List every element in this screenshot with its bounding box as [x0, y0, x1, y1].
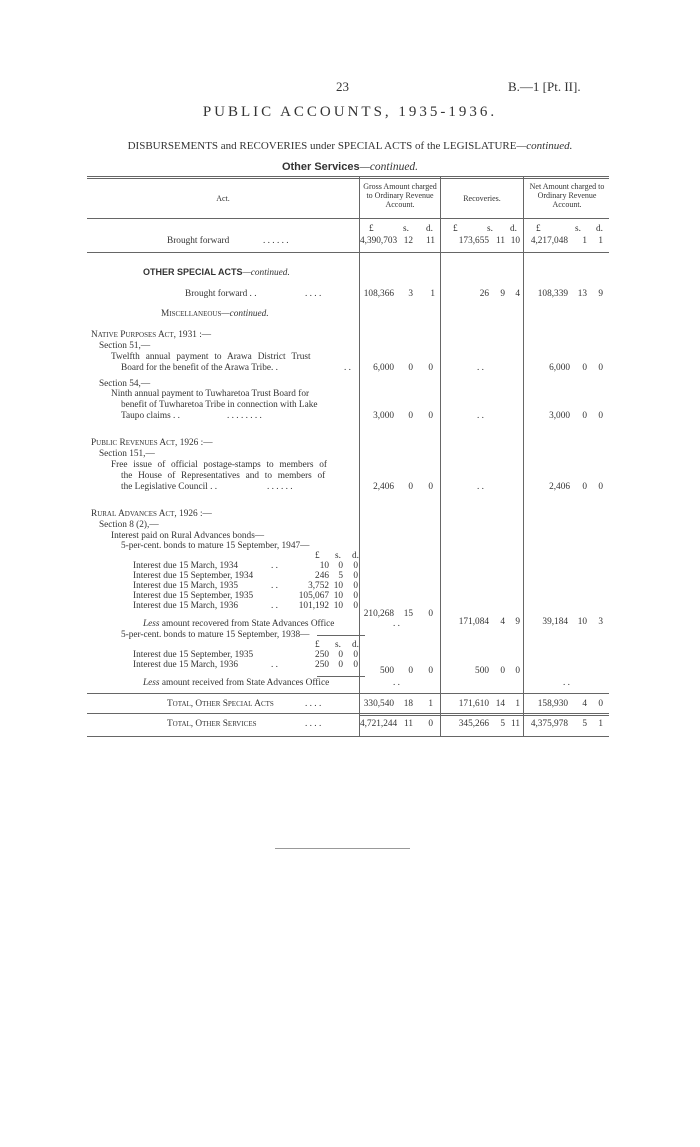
- currency-pound: £: [315, 551, 320, 561]
- amount-shillings: 4: [500, 617, 505, 627]
- amount-pence: 9: [515, 617, 520, 627]
- leader-dots: . .: [271, 561, 278, 571]
- amount-pence: 1: [515, 699, 520, 709]
- amount-pounds: 250: [315, 660, 329, 670]
- amount-pence: 11: [426, 236, 435, 246]
- amount-pounds: 500: [380, 666, 394, 676]
- item-description: 5-per-cent. bonds to mature 15 September, 1947—: [121, 541, 310, 551]
- interest-item-label: Interest due 15 March, 1936: [133, 660, 239, 670]
- amount-pence: 4: [515, 289, 520, 299]
- currency-pound: £: [453, 224, 458, 234]
- amount-pounds: 171,084: [458, 617, 489, 627]
- interest-item-label: Interest due 15 March, 1936: [133, 601, 239, 611]
- amount-pence: 0: [598, 363, 603, 373]
- amount-pounds: 3,000: [373, 411, 394, 421]
- total-special-acts-label: Total, Other Special Acts: [167, 699, 274, 709]
- amount-pence: 0: [598, 411, 603, 421]
- amount-pounds: 26: [479, 289, 489, 299]
- item-description: the House of Representatives and to members of: [121, 471, 326, 481]
- amount-shillings: 18: [403, 699, 413, 709]
- amount-shillings: 0: [582, 363, 587, 373]
- amount-shillings: 15: [403, 609, 413, 619]
- amount-pence: 0: [428, 411, 433, 421]
- amount-pounds: 108,366: [363, 289, 394, 299]
- amount-pounds: 173,655: [458, 236, 489, 246]
- amount-pence: 0: [353, 650, 358, 660]
- amount-pounds: 3,752: [308, 581, 329, 591]
- amount-shillings: 5: [338, 571, 343, 581]
- leader-dots: . . . . . .: [267, 482, 293, 492]
- amount-pounds: 500: [475, 666, 489, 676]
- amount-pounds: 101,192: [298, 601, 329, 611]
- amount-shillings: 10: [333, 601, 343, 611]
- item-description: Taupo claims . .: [121, 411, 180, 421]
- brought-forward-label: Brought forward: [167, 236, 230, 246]
- leader-dots: . . . .: [305, 699, 322, 709]
- amount-shillings: 14: [495, 699, 505, 709]
- currency-pound: £: [369, 224, 374, 234]
- amount-pence: 0: [353, 561, 358, 571]
- amount-shillings: 0: [338, 650, 343, 660]
- leader-dots: . .: [563, 678, 570, 688]
- page-number: 23: [336, 79, 349, 94]
- amount-pence: 0: [353, 660, 358, 670]
- currency-shilling: s.: [487, 224, 493, 234]
- amount-shillings: 11: [404, 719, 413, 729]
- item-description: benefit of Tuwharetoa Tribe in connection with Lake: [121, 400, 318, 410]
- amount-pounds: 2,406: [373, 482, 394, 492]
- brought-forward-label: Brought forward . .: [185, 289, 257, 299]
- amount-pounds: 345,266: [458, 719, 489, 729]
- act-title: Public Revenues Act, 1926 :—: [91, 438, 213, 448]
- leader-dots: . .: [271, 660, 278, 670]
- amount-shillings: 10: [577, 617, 587, 627]
- currency-shilling: s.: [575, 224, 581, 234]
- amount-pence: 11: [511, 719, 520, 729]
- amount-pence: 0: [428, 666, 433, 676]
- header-net: Net Amount charged to Ordinary Revenue Account.: [529, 182, 605, 209]
- leader-dots: . . . . . . . .: [227, 411, 262, 421]
- leader-dots: . . . . . .: [263, 236, 289, 246]
- amount-shillings: 0: [582, 411, 587, 421]
- amount-shillings: 0: [338, 561, 343, 571]
- leader-dots: . . . .: [305, 719, 322, 729]
- act-title: Rural Advances Act, 1926 :—: [91, 509, 212, 519]
- section-heading: Other Services—continued.: [281, 161, 419, 173]
- total-other-services-label: Total, Other Services: [167, 719, 257, 729]
- amount-pounds: 330,540: [363, 699, 394, 709]
- interest-item-label: Interest due 15 September, 1934: [133, 571, 254, 581]
- amount-pounds: 4,721,244: [360, 719, 398, 729]
- amount-pounds: 210,268: [363, 609, 394, 619]
- item-description: Ninth annual payment to Tuwharetoa Trust Board for: [111, 389, 310, 399]
- amount-shillings: 10: [333, 581, 343, 591]
- currency-pence: d.: [352, 640, 359, 650]
- amount-pence: 1: [430, 289, 435, 299]
- amount-shillings: 0: [582, 482, 587, 492]
- amount-pounds: 3,000: [549, 411, 570, 421]
- amount-pounds: 2,406: [549, 482, 570, 492]
- amount-shillings: 0: [338, 660, 343, 670]
- currency-pence: d.: [352, 551, 359, 561]
- other-special-acts-heading: OTHER SPECIAL ACTS—continued.: [143, 267, 290, 278]
- less-recovered-label: Less amount recovered from State Advances Office: [143, 619, 335, 629]
- item-description: 5-per-cent. bonds to mature 15 September, 1938—: [121, 630, 310, 640]
- amount-shillings: 3: [408, 289, 413, 299]
- item-description: Twelfth annual payment to Arawa District Trust: [111, 352, 311, 362]
- item-description: Interest paid on Rural Advances bonds—: [111, 531, 265, 541]
- amount-shillings: 11: [496, 236, 505, 246]
- amount-pounds: 158,930: [537, 699, 568, 709]
- less-received-label: Less amount received from State Advances Office: [143, 678, 330, 688]
- currency-pound: £: [315, 640, 320, 650]
- amount-pounds: 10: [319, 561, 329, 571]
- interest-item-label: Interest due 15 September, 1935: [133, 650, 254, 660]
- amount-shillings: 13: [577, 289, 587, 299]
- header-recoveries: Recoveries.: [463, 194, 501, 203]
- amount-pence: 0: [353, 571, 358, 581]
- leader-dots: . .: [344, 363, 351, 373]
- amount-pence: 0: [515, 666, 520, 676]
- amount-pence: 0: [428, 719, 433, 729]
- amount-shillings: 12: [403, 236, 413, 246]
- leader-dots: . .: [477, 411, 484, 421]
- currency-pence: d.: [596, 224, 603, 234]
- amount-pence: 0: [428, 609, 433, 619]
- amount-pounds: 105,067: [298, 591, 329, 601]
- header-act: Act.: [216, 194, 230, 203]
- currency-shilling: s.: [335, 640, 341, 650]
- interest-item-label: Interest due 15 September, 1935: [133, 591, 254, 601]
- page-title: PUBLIC ACCOUNTS, 1935-1936.: [202, 104, 498, 120]
- amount-pounds: 108,339: [537, 289, 568, 299]
- amount-pounds: 6,000: [373, 363, 394, 373]
- amount-shillings: 0: [500, 666, 505, 676]
- interest-item-label: Interest due 15 March, 1935: [133, 581, 239, 591]
- leader-dots: . .: [477, 363, 484, 373]
- item-description: the Legislative Council . .: [121, 482, 218, 492]
- amount-pence: 1: [598, 719, 603, 729]
- leader-dots: . .: [477, 482, 484, 492]
- document-reference: B.—1 [Pt. II].: [508, 79, 581, 94]
- currency-shilling: s.: [335, 551, 341, 561]
- amount-pounds: 39,184: [542, 617, 568, 627]
- amount-pence: 0: [598, 482, 603, 492]
- amount-shillings: 5: [500, 719, 505, 729]
- amount-pounds: 171,610: [458, 699, 489, 709]
- leader-dots: . .: [393, 678, 400, 688]
- leader-dots: . . . .: [305, 289, 322, 299]
- amount-shillings: 5: [582, 719, 587, 729]
- amount-pounds: 4,390,703: [360, 236, 398, 246]
- miscellaneous-label: Miscellaneous—continued.: [161, 309, 269, 319]
- header-gross: Gross Amount charged to Ordinary Revenue Account.: [363, 182, 437, 209]
- footer-divider: [275, 848, 410, 849]
- interest-item-label: Interest due 15 March, 1934: [133, 561, 239, 571]
- leader-dots: . .: [271, 601, 278, 611]
- accounts-table: [87, 176, 609, 738]
- amount-shillings: 0: [408, 482, 413, 492]
- amount-pounds: 4,375,978: [530, 719, 568, 729]
- act-title: Native Purposes Act, 1931 :—: [91, 330, 212, 340]
- amount-pence: 0: [428, 363, 433, 373]
- amount-pence: 9: [598, 289, 603, 299]
- amount-shillings: 4: [582, 699, 587, 709]
- amount-pounds: 246: [315, 571, 329, 581]
- amount-pence: 0: [598, 699, 603, 709]
- section-label: Section 51,—: [99, 341, 151, 351]
- leader-dots: . .: [271, 581, 278, 591]
- amount-shillings: 0: [408, 363, 413, 373]
- amount-shillings: 10: [333, 591, 343, 601]
- amount-shillings: 1: [582, 236, 587, 246]
- amount-pence: 0: [353, 601, 358, 611]
- amount-pence: 0: [353, 581, 358, 591]
- currency-pound: £: [536, 224, 541, 234]
- currency-pence: d.: [510, 224, 517, 234]
- section-label: Section 54,—: [99, 379, 151, 389]
- amount-pounds: 250: [315, 650, 329, 660]
- currency-shilling: s.: [403, 224, 409, 234]
- amount-pounds: 6,000: [549, 363, 570, 373]
- item-description: Board for the benefit of the Arawa Tribe. .: [121, 363, 278, 373]
- amount-pence: 10: [510, 236, 520, 246]
- amount-shillings: 0: [408, 666, 413, 676]
- amount-pence: 1: [598, 236, 603, 246]
- amount-shillings: 0: [408, 411, 413, 421]
- item-description: Free issue of official postage-stamps to members of: [111, 460, 327, 470]
- leader-dots: . .: [393, 619, 400, 629]
- amount-pence: 0: [428, 482, 433, 492]
- section-label: Section 8 (2),—: [99, 520, 159, 530]
- amount-pounds: 4,217,048: [530, 236, 568, 246]
- amount-pence: 1: [428, 699, 433, 709]
- section-label: Section 151,—: [99, 449, 155, 459]
- page-subtitle: DISBURSEMENTS and RECOVERIES under SPECIAL ACTS of the LEGISLATURE—continued.: [127, 140, 573, 152]
- amount-shillings: 9: [500, 289, 505, 299]
- amount-pence: 3: [598, 617, 603, 627]
- currency-pence: d.: [426, 224, 433, 234]
- amount-pence: 0: [353, 591, 358, 601]
